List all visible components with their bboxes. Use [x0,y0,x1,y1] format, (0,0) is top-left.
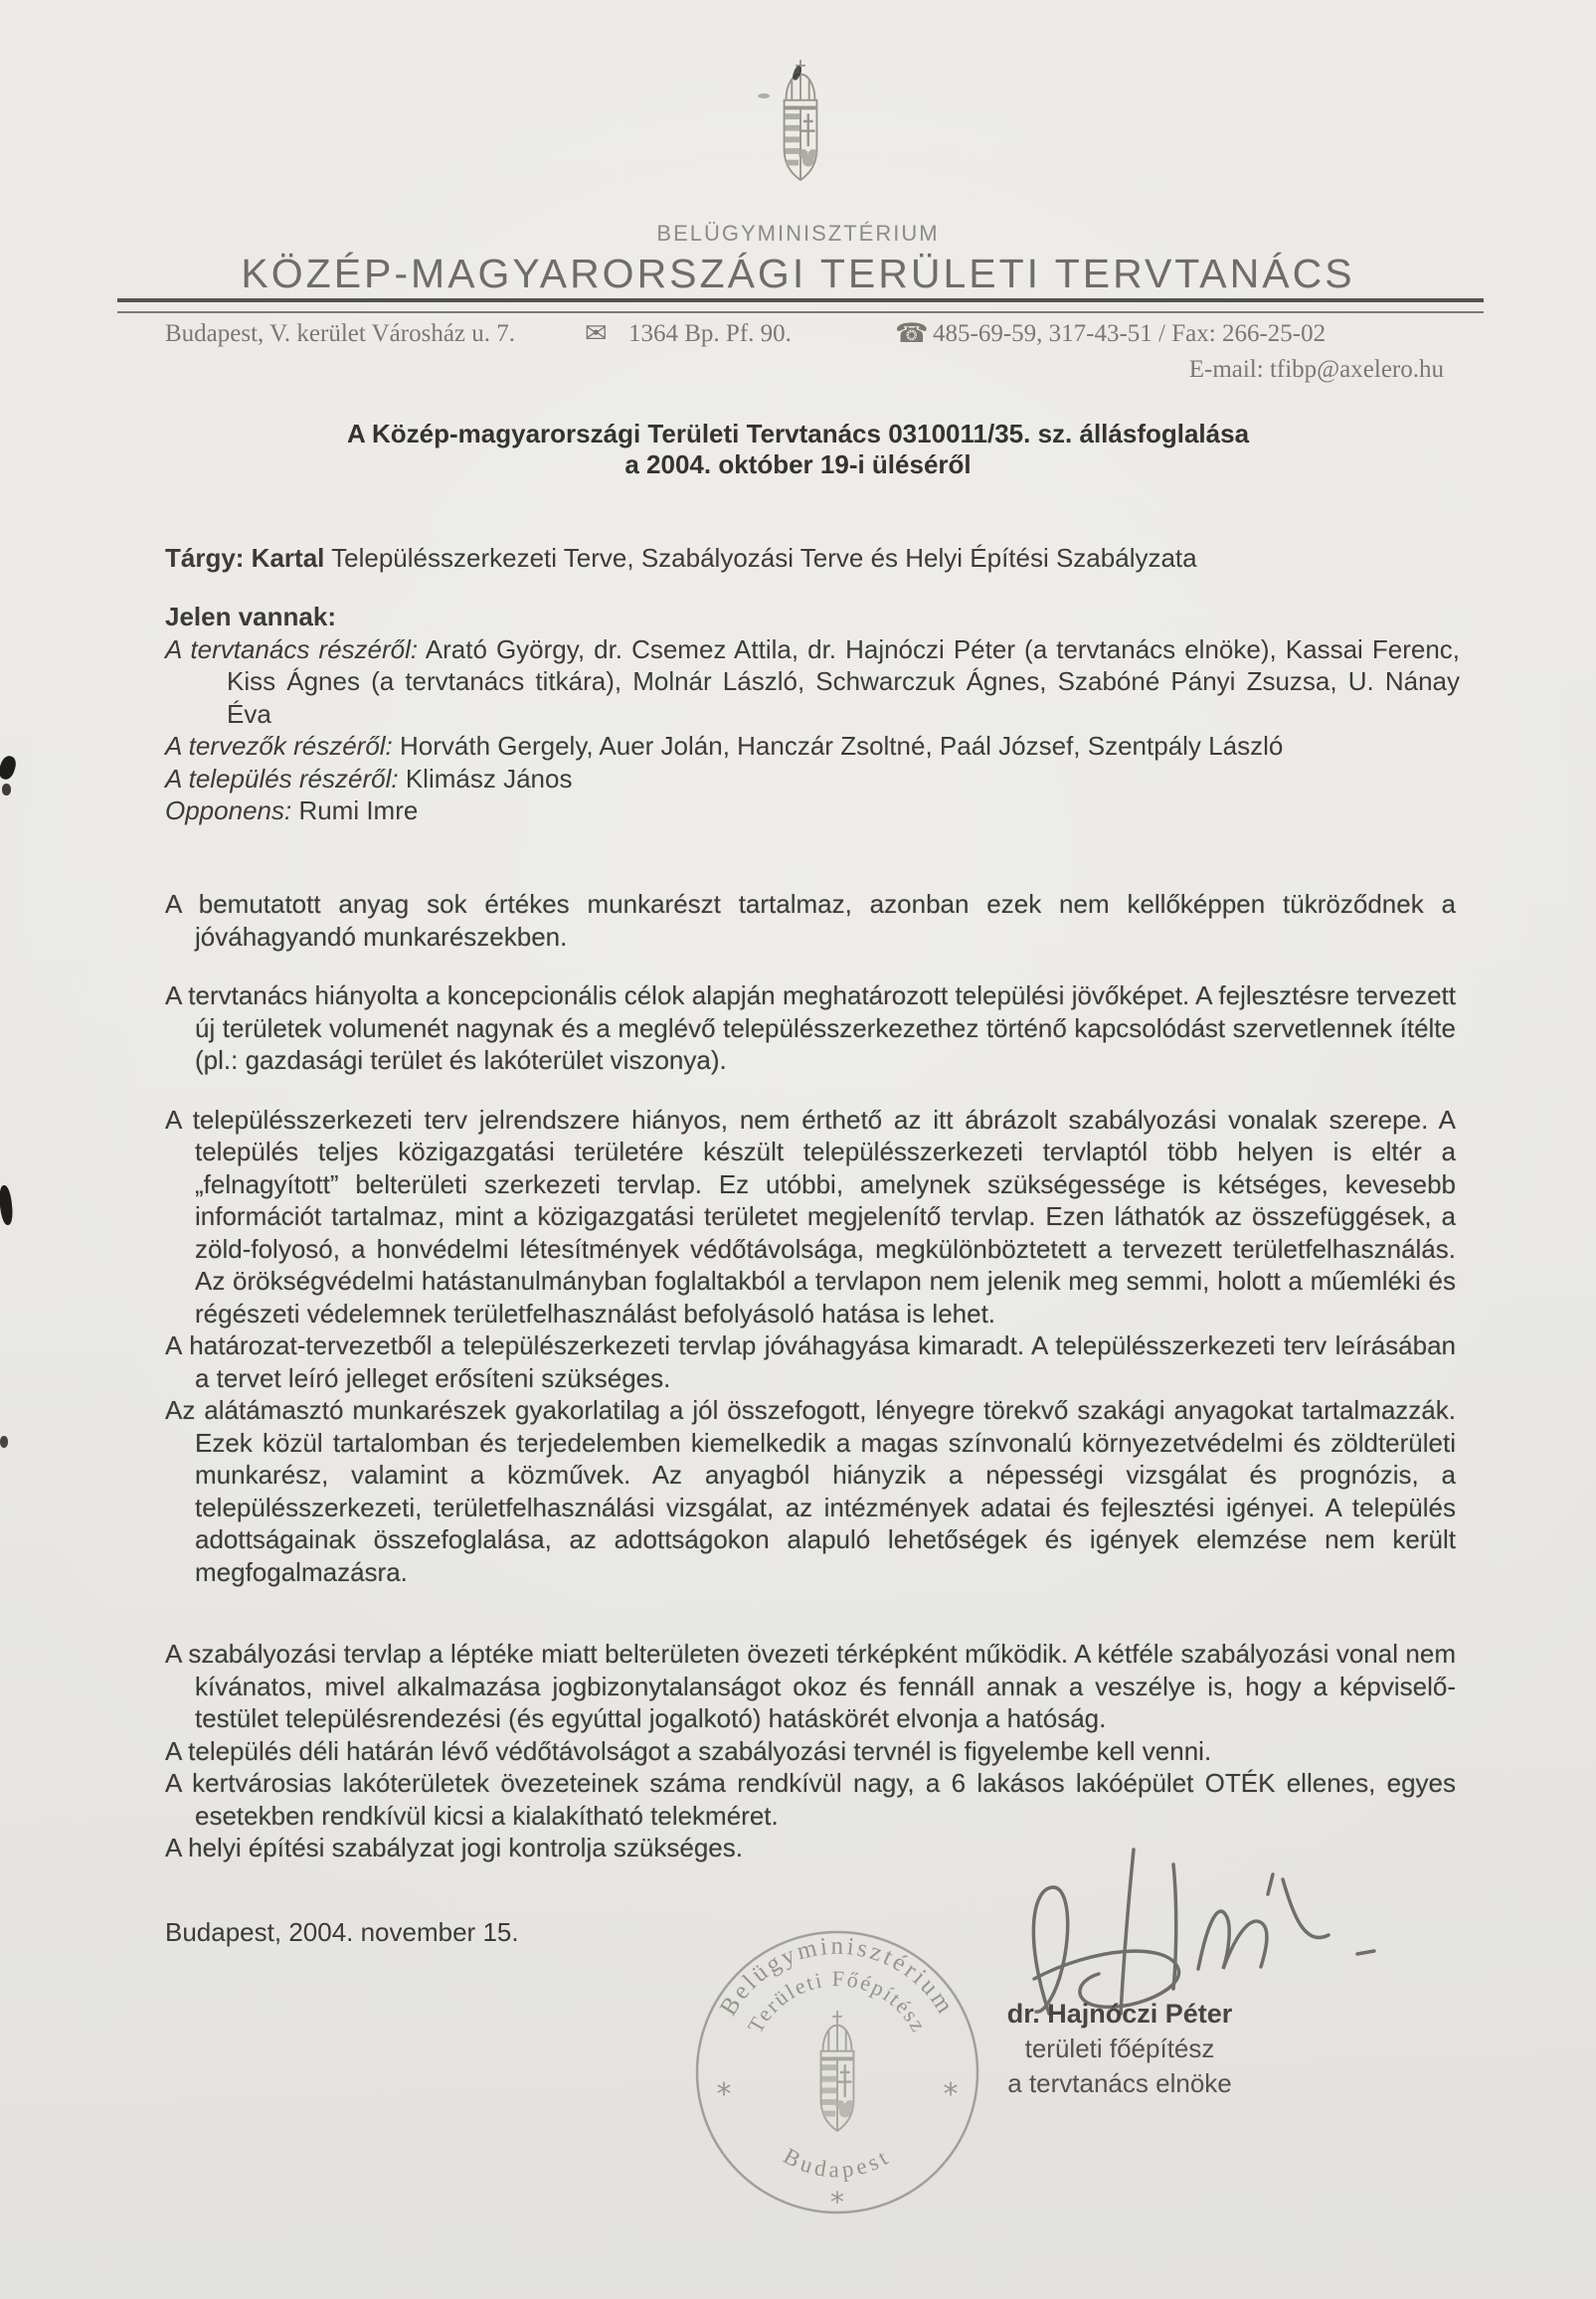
scan-artifact [2,784,11,796]
paragraph: A bemutatott anyag sok értékes munkarészt tartalmaz, azonban ezek nem kellőképpen tükröződnek a jóváhagyandó munkarészekben. [165,889,1456,952]
stamp-bottom-text: Budapest [779,2143,896,2183]
svg-text:Budapest [780,2143,895,2182]
stamp-coat-of-arms [821,2011,855,2131]
stamp-star-right: * [943,2077,959,2112]
attendee-label: A tervtanács részéről: [165,633,419,664]
paragraph: A tervtanács hiányolta a koncepcionális célok alapján meghatározott települési jövőképet. A fejlesztésre tervezett új területek volumenét nagynak és a meglévő településszerkezethez történő kapcsolódást szervetlennek ítélte (pl.: gazdasági terület és lakóterület viszonya). [165,980,1456,1075]
paragraph: A határozat-tervezetből a települészerkezeti tervlap jóváhagyása kimaradt. A településszerkezeti terv leírásában a tervet leíró jelleget erősíteni szükséges. [165,1330,1456,1393]
subject-line [165,543,1458,574]
signatory-name: dr. Hajnóczi Péter [1006,1999,1233,2029]
paragraph: A szabályozási tervlap a léptéke miatt belterületen övezeti térképként működik. A kétféle szabályozási vonal nem kívánatos, mivel alkalmazása jogbizonytalanságot okoz és fennáll annak a veszélye is, hogy a képviselő-testület településrendezési (és egyúttal jogalkotó) hatáskörét elvonja a hatóság. [165,1639,1456,1733]
signatory-role-1: területi főépítész [1024,2034,1215,2063]
official-round-stamp [688,1923,986,2221]
subject-text: Településszerkezeti Terve, Szabályozási Terve és Helyi Építési Szabályzata [324,543,1197,573]
signature-block [996,1997,1243,2101]
stamp-star-bottom: * [830,2186,844,2218]
paragraph: A kertvárosias lakóterületek övezeteinek száma rendkívül nagy, a 6 lakásos lakóépület OTÉK ellenes, egyes esetekben rendkívül kicsi a kialakítható telekméret. [165,1768,1456,1831]
paragraph: A helyi építési szabályzat jogi kontrolja szükséges. [165,1833,743,1862]
title-line-1: A Közép-magyarországi Területi Tervtanács 0310011/35. sz. állásfoglalása [346,419,1250,448]
stamp-outer-text: Belügyminisztérium [714,1932,961,2021]
envelope-icon: ✉ [585,318,608,349]
scan-artifact [0,754,18,781]
attendees-heading: Jelen vannak: [165,602,336,631]
council-name: KÖZÉP-MAGYARORSZÁGI TERÜLETI TERVTANÁCS [241,251,1355,296]
paragraph: A településszerkezeti terv jelrendszere hiányos, nem érthető az itt ábrázolt szabályozási vonalak szerepe. A település teljes közigazgatási területére készült településszerkezeti tervlaptól több helyen is eltér a „felnagyított” belterületi szerkezeti tervlap. Ez utóbbi, amelynek szükségessége is kétséges, kevesebb információt tartalmaz, mint a közigazgatási területet megjelenítő tervlap. Ezen láthatók az összefüggések, a zöld-folyosó, a honvédelmi létesítmények védőtávolsága, megkülönböztetett a tervezett területfelhasználás. Az örökségvédelmi hatástanulmányban foglaltakból a tervlapon nem jelenik meg semmi, holott a műemléki és régészeti védelemnek területfelhasználást befolyásoló hatása is lehet. [165,1104,1456,1328]
attendee-group-opponent [165,795,1460,827]
title-line-2: a 2004. október 19-i üléséről [624,449,972,479]
document-title [0,419,1596,480]
attendee-names: Rumi Imre [291,796,419,825]
ministry-name: BELÜGYMINISZTÉRIUM [656,221,940,246]
street-address: Budapest, V. kerület Városház u. 7. [165,320,516,347]
attendee-names: Arató György, dr. Csemez Attila, dr. Hajnóczi Péter (a tervtanács elnöke), Kassai Ferenc, Kiss Ágnes (a tervtanács titkára), Molnár László, Schwarczuk Ágnes, Szabóné Pányi Zsuzsa, U. Nánay Éva [227,633,1461,729]
po-box: 1364 Bp. Pf. 90. [628,320,792,347]
stamp-inner-text: Területi Főépítész [742,1965,933,2037]
scan-artifact [0,1184,14,1225]
attendee-group-municipality [165,763,1460,796]
letterhead-divider [117,298,1484,313]
subject-label: Tárgy: Kartal [165,543,325,573]
date-line: Budapest, 2004. november 15. [165,1917,519,1947]
paragraph: Az alátámasztó munkarészek gyakorlatilag a jól összefogott, lényegre törekvő szakági anyagokat tartalmazzák. Ezek közül tartalomban és terjedelemben kiemelkedik a magas színvonalú környezetvédelmi és zöldterületi munkarész, valamint a közművek. Az anyagból hiányzik a népességi vizsgálat és prognózis, a településszerkezeti, területfelhasználási vizsgálat, az intézmények adatai és fejlesztési igényei. A település adottságainak összefoglalása, az adottságokon alapuló lehetőségek és igények elemzése nem került megfogalmazásra. [165,1395,1456,1587]
document-body [165,888,1456,1864]
contact-line [0,320,1596,360]
attendee-names: Klimász János [398,763,573,794]
stamp-star-left: * [716,2077,732,2112]
attendee-group-planners [165,730,1460,763]
attendee-names: Horváth Gergely, Auer Jolán, Hanczár Zsoltné, Paál József, Szentpály László [392,731,1284,761]
attendee-label: A tervezők részéről: [165,731,393,761]
email-address: E-mail: tfibp@axelero.hu [1188,356,1444,383]
scan-artifact [0,1436,8,1448]
scan-artifact [758,93,770,98]
paragraph: A település déli határán lévő védőtávolságot a szabályozási tervnél is figyelembe kell venni. [165,1735,1212,1766]
signatory-role-2: a tervtanács elnöke [1007,2068,1232,2098]
phone-icon: ☎ [895,318,929,349]
attendee-label: A település részéről: [165,763,399,794]
attendees-section [165,601,1460,827]
attendee-label: Opponens: [165,796,292,825]
hungarian-coat-of-arms [772,58,829,185]
attendee-group-council [165,633,1460,731]
phone-numbers: 485-69-59, 317-43-51 / Fax: 266-25-02 [933,320,1327,347]
